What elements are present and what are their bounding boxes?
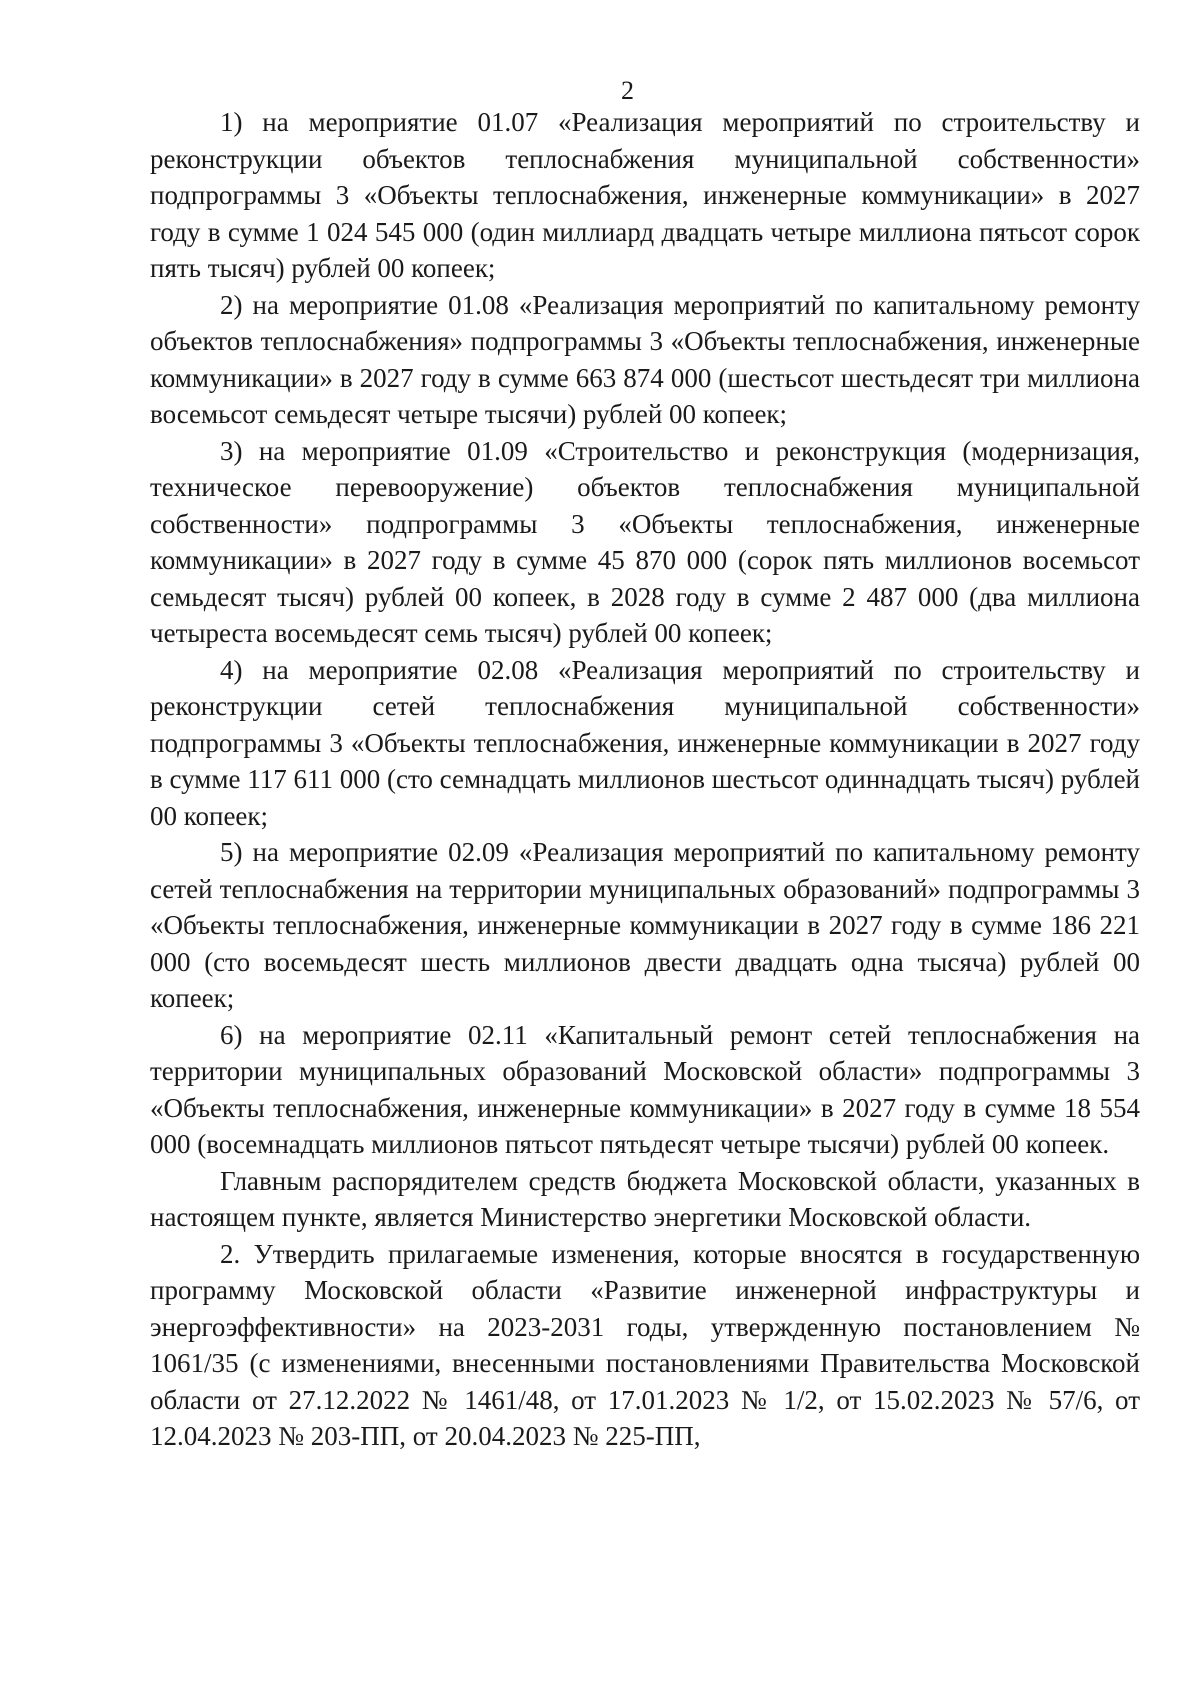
paragraph-budget-manager: Главным распорядителем средств бюджета Московской области, указанных в настоящем пункте, является Министерство энергетики Московской области. (150, 1165, 1140, 1232)
paragraph-item-6: 6) на мероприятие 02.11 «Капитальный ремонт сетей теплоснабжения на территории муниципальных образований Московской области» подпрограммы 3 «Объекты теплоснабжения, инженерные коммуникации» в 2027 году в сумме 18 554 000 (восемнадцать миллионов пятьсот пятьдесят четыре тысячи) рублей 00 копеек. (150, 1019, 1140, 1159)
paragraph-item-4: 4) на мероприятие 02.08 «Реализация мероприятий по строительству и реконструкции сетей теплоснабжения муниципальной собственности» подпрограммы 3 «Объекты теплоснабжения, инженерные коммуникации в 2027 году в сумме 117 611 000 (сто семнадцать миллионов шестьсот одиннадцать тысяч) рублей 00 копеек; (150, 654, 1140, 831)
document-body (150, 104, 1140, 1455)
paragraph-item-3: 3) на мероприятие 01.09 «Строительство и реконструкция (модернизация, техническое перевооружение) объектов теплоснабжения муниципальной собственности» подпрограммы 3 «Объекты теплоснабжения, инженерные коммуникации» в 2027 году в сумме 45 870 000 (сорок пять миллионов восемьсот семьдесят тысяч) рублей 00 копеек, в 2028 году в сумме 2 487 000 (два миллиона четыреста восемьдесят семь тысяч) рублей 00 копеек; (150, 435, 1140, 648)
paragraph-item-2: 2) на мероприятие 01.08 «Реализация мероприятий по капитальному ремонту объектов теплоснабжения» подпрограммы 3 «Объекты теплоснабжения, инженерные коммуникации» в 2027 году в сумме 663 874 000 (шестьсот шестьдесят три миллиона восемьсот семьдесят четыре тысячи) рублей 00 копеек; (150, 289, 1140, 429)
page-number: 2 (621, 76, 634, 105)
paragraph-item-5: 5) на мероприятие 02.09 «Реализация мероприятий по капитальному ремонту сетей теплоснабжения на территории муниципальных образований» подпрограммы 3 «Объекты теплоснабжения, инженерные коммуникации в 2027 году в сумме 186 221 000 (сто восемьдесят шесть миллионов двести двадцать одна тысяча) рублей 00 копеек; (150, 837, 1140, 1013)
paragraph-item-1: 1) на мероприятие 01.07 «Реализация мероприятий по строительству и реконструкции объектов теплоснабжения муниципальной собственности» подпрограммы 3 «Объекты теплоснабжения, инженерные коммуникации» в 2027 году в сумме 1 024 545 000 (один миллиард двадцать четыре миллиона пятьсот сорок пять тысяч) рублей 00 копеек; (150, 107, 1140, 283)
paragraph-point-2: 2. Утвердить прилагаемые изменения, которые вносятся в государственную программу Московской области «Развитие инженерной инфраструктуры и энергоэффективности» на 2023-2031 годы, утвержденную постановлением № 1061/35 (с изменениями, внесенными постановлениями Правительства Московской области от 27.12.2022 № 1461/48, от 17.01.2023 № 1/2, от 15.02.2023 № 57/6, от 12.04.2023 № 203-ПП, от 20.04.2023 № 225-ПП, (150, 1238, 1140, 1451)
